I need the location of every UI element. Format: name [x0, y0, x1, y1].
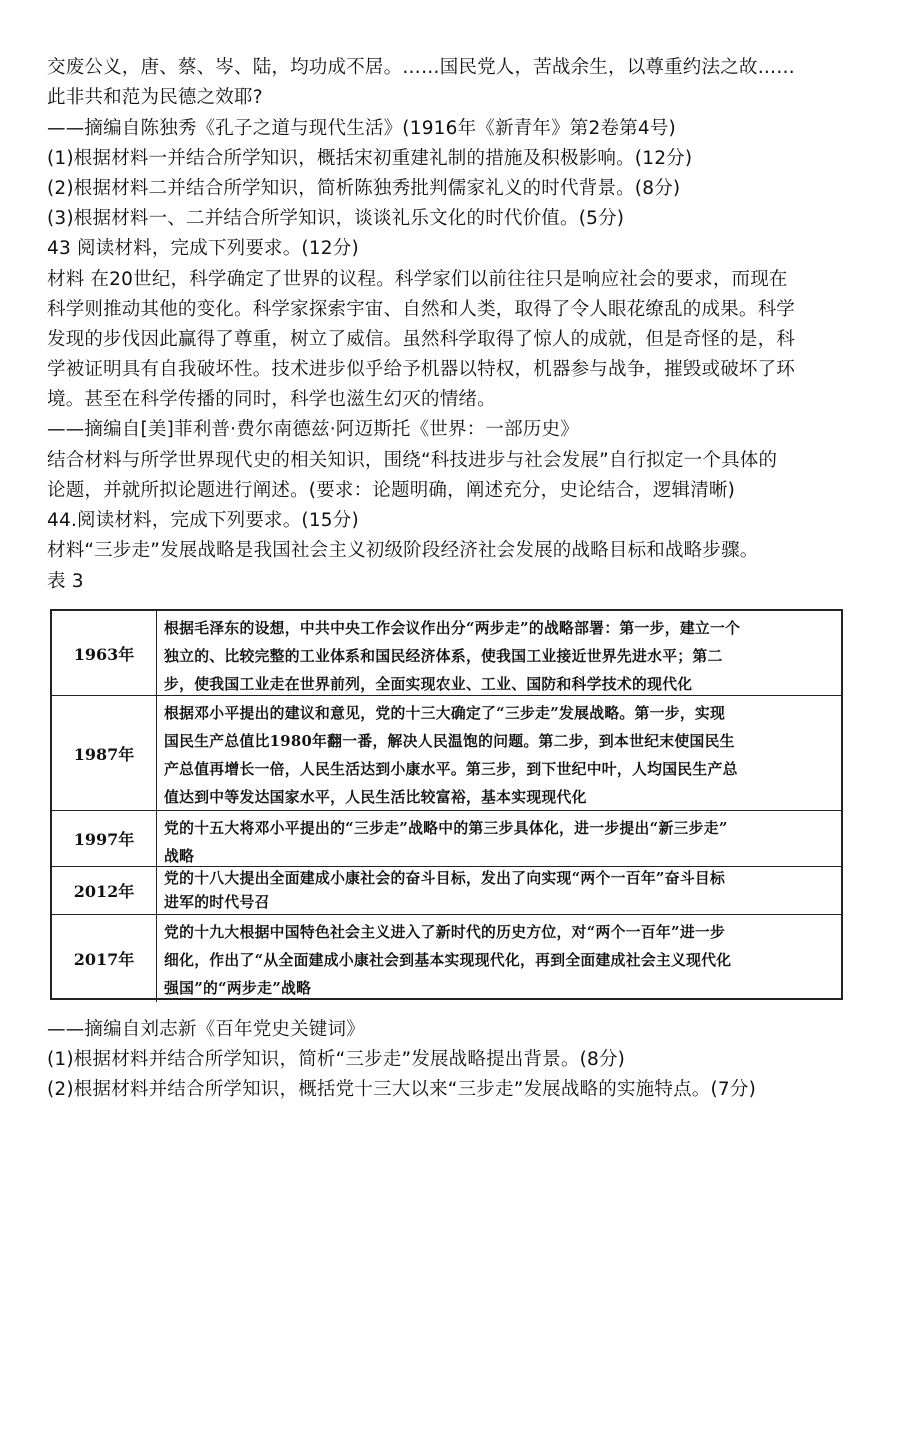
- description-cell: [164, 700, 833, 812]
- year-cell: 1963年: [52, 611, 157, 695]
- description-line: 党的十九大根据中国特色社会主义进入了新时代的历史方位，对“两个一百年”进一步: [164, 924, 726, 941]
- year-cell: 2017年: [52, 915, 157, 1002]
- description-line: 党的十五大将邓小平提出的“三步走”战略中的第三步具体化，进一步提出“新三步走”: [164, 820, 728, 837]
- description-line: 根据邓小平提出的建议和意见，党的十三大确定了“三步走”发展战略。第一步，实现: [164, 705, 726, 722]
- material-text: 材料“三步走”发展战略是我国社会主义初级阶段经济社会发展的战略目标和战略步骤。: [47, 540, 759, 561]
- text-line: 交废公义，唐、蔡、岑、陆，均功成不居。……国民党人，苦战余生，以尊重约法之故……: [47, 57, 796, 78]
- table-row: [52, 866, 841, 914]
- description-line: 强国”的“两步走”战略: [164, 980, 312, 997]
- description-cell: [164, 815, 833, 871]
- description-line: 国民生产总值比1980年翻一番，解决人民温饱的问题。第二步，到本世纪末使国民生: [164, 733, 735, 750]
- description-line: 产总值再增长一倍，人民生活达到小康水平。第三步，到下世纪中叶，人均国民生产总: [164, 761, 738, 778]
- question-43-heading: 43 阅读材料，完成下列要求。(12分): [47, 238, 359, 259]
- year-cell: 1997年: [52, 811, 157, 866]
- description-line: 细化，作出了“从全面建成小康社会到基本实现现代化，再到全面建成社会主义现代化: [164, 952, 732, 969]
- question-3: (3)根据材料一、二并结合所学知识，谈谈礼乐文化的时代价值。(5分): [47, 208, 625, 229]
- material-text: 学被证明具有自我破坏性。技术进步似乎给予机器以特权，机器参与战争，摧毁或破坏了环: [47, 359, 796, 380]
- table-row: [52, 611, 841, 695]
- description-line: 步，使我国工业走在世界前列，全面实现农业、工业、国防和科学技术的现代化: [164, 676, 693, 693]
- question-44-2: (2)根据材料并结合所学知识，概括党十三大以来“三步走”发展战略的实施特点。(7分): [47, 1079, 756, 1100]
- source-citation: ——摘编自陈独秀《孔子之道与现代生活》(1916年《新青年》第2卷第4号): [47, 118, 676, 139]
- description-cell: [164, 919, 833, 1003]
- question-43-prompt: 结合材料与所学世界现代史的相关知识，围绕“科技进步与社会发展”自行拟定一个具体的: [47, 450, 778, 471]
- question-2: (2)根据材料二并结合所学知识，简析陈独秀批判儒家礼义的时代背景。(8分): [47, 178, 681, 199]
- description-line: 独立的、比较完整的工业体系和国民经济体系，使我国工业接近世界先进水平；第二: [164, 648, 723, 665]
- description-line: 进军的时代号召: [164, 894, 270, 911]
- table-row: [52, 914, 841, 1002]
- description-line: 值达到中等发达国家水平，人民生活比较富裕，基本实现现代化: [164, 789, 587, 806]
- material-text: 科学则推动其他的变化。科学家探索宇宙、自然和人类，取得了令人眼花缭乱的成果。科学: [47, 299, 796, 320]
- description-line: 根据毛泽东的设想，中共中央工作会议作出分“两步走”的战略部署：第一步，建立一个: [164, 620, 741, 637]
- question-43-prompt: 论题，并就所拟论题进行阐述。(要求：论题明确，阐述充分，史论结合，逻辑清晰): [47, 480, 736, 501]
- material-text: 材料 在20世纪，科学确定了世界的议程。科学家们以前往往只是响应社会的要求，而现在: [47, 269, 788, 290]
- source-citation: ——摘编自[美]菲利普·费尔南德兹·阿迈斯托《世界：一部历史》: [47, 419, 579, 440]
- year-cell: 2012年: [52, 867, 157, 914]
- year-cell: 1987年: [52, 696, 157, 810]
- table-caption: 表 3: [47, 571, 84, 592]
- table-row: [52, 810, 841, 866]
- description-line: 党的十八大提出全面建成小康社会的奋斗目标，发出了向实现“两个一百年”奋斗目标: [164, 870, 726, 887]
- question-44-heading: 44.阅读材料，完成下列要求。(15分): [47, 510, 359, 531]
- description-line: 战略: [164, 848, 195, 865]
- source-citation: ——摘编自刘志新《百年党史关键词》: [47, 1019, 365, 1040]
- question-44-1: (1)根据材料并结合所学知识，简析“三步走”发展战略提出背景。(8分): [47, 1049, 626, 1070]
- description-cell: [164, 615, 833, 699]
- description-cell: [164, 867, 833, 915]
- material-text: 发现的步伐因此赢得了尊重，树立了威信。虽然科学取得了惊人的成就，但是奇怪的是，科: [47, 329, 796, 350]
- strategy-table: [50, 609, 843, 1000]
- material-text: 境。甚至在科学传播的同时，科学也滋生幻灭的情绪。: [47, 389, 496, 410]
- text-line: 此非共和范为民德之效耶?: [47, 87, 263, 108]
- question-1: (1)根据材料一并结合所学知识，概括宋初重建礼制的措施及积极影响。(12分): [47, 148, 693, 169]
- table-row: [52, 695, 841, 810]
